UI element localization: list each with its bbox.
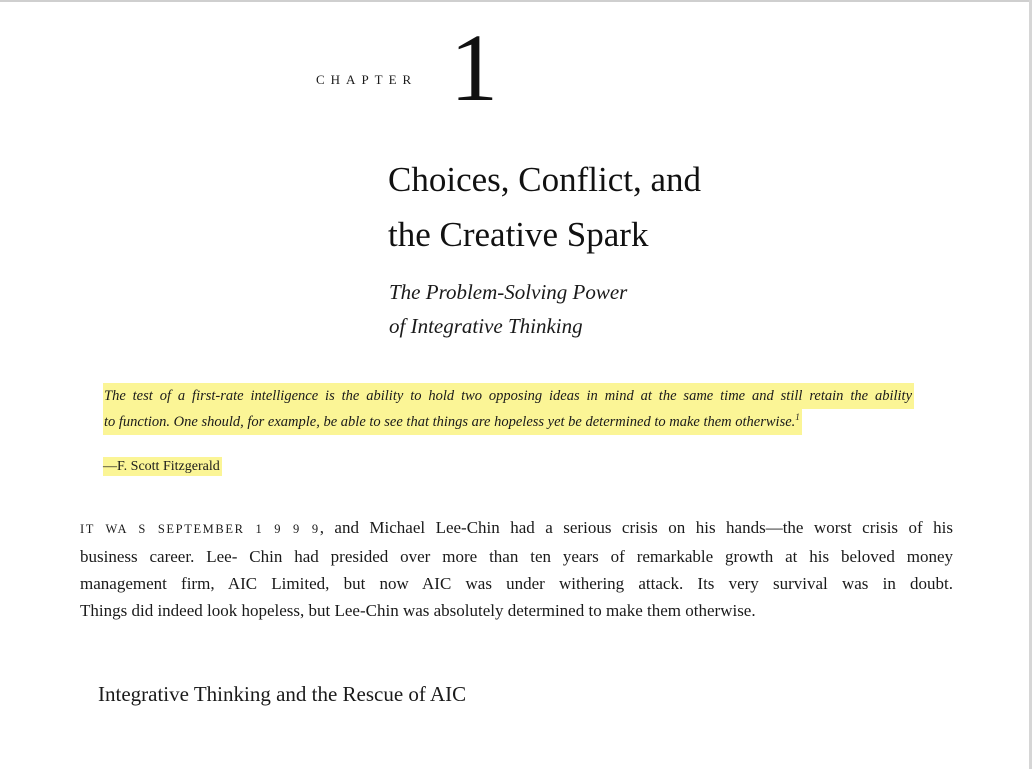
body-line-1-rest: , and Michael Lee-Chin had a serious crisis on his hands—the worst crisis of his [319,518,953,537]
epigraph-line-2: to function. One should, for example, be able to see that things are hopeless yet be determined to make them otherwise. [104,414,796,430]
body-line-3: management firm, AIC Limited, but now AIC was under withering attack. Its very survival was in doubt. [80,574,953,593]
epigraph-quote [103,383,915,435]
section-heading: Integrative Thinking and the Rescue of AIC [98,682,467,706]
opening-smallcaps: IT WA S SEPTEMBER 1 9 9 9 [80,522,320,536]
body-line-2: business career. Lee- Chin had presided over more than ten years of remarkable growth at his beloved money [80,547,953,566]
body-line-4: Things did indeed look hopeless, but Lee-Chin was absolutely determined to make them otherwise. [80,601,756,620]
body-line-1 [80,514,953,543]
chapter-number: 1 [450,14,498,121]
chapter-title-line-2: the Creative Spark [388,215,649,254]
chapter-subtitle-line-2: of Integrative Thinking [389,314,583,338]
epigraph-line-1: The test of a first-rate intelligence is the ability to hold two opposing ideas in mind at the same time and still retain the ability [103,383,914,409]
epigraph-line-2-wrap [103,409,802,435]
chapter-label: CHAPTER [316,72,418,87]
chapter-subtitle-line-1: The Problem-Solving Power [389,280,628,304]
epigraph-footnote-marker[interactable]: 1 [795,412,800,423]
epigraph-attribution: —F. Scott Fitzgerald [103,459,220,474]
page-top-border [0,0,1032,2]
body-paragraph [80,514,953,624]
chapter-title-line-1: Choices, Conflict, and [388,160,702,199]
chapter-subtitle [389,275,769,343]
chapter-title [388,152,808,262]
